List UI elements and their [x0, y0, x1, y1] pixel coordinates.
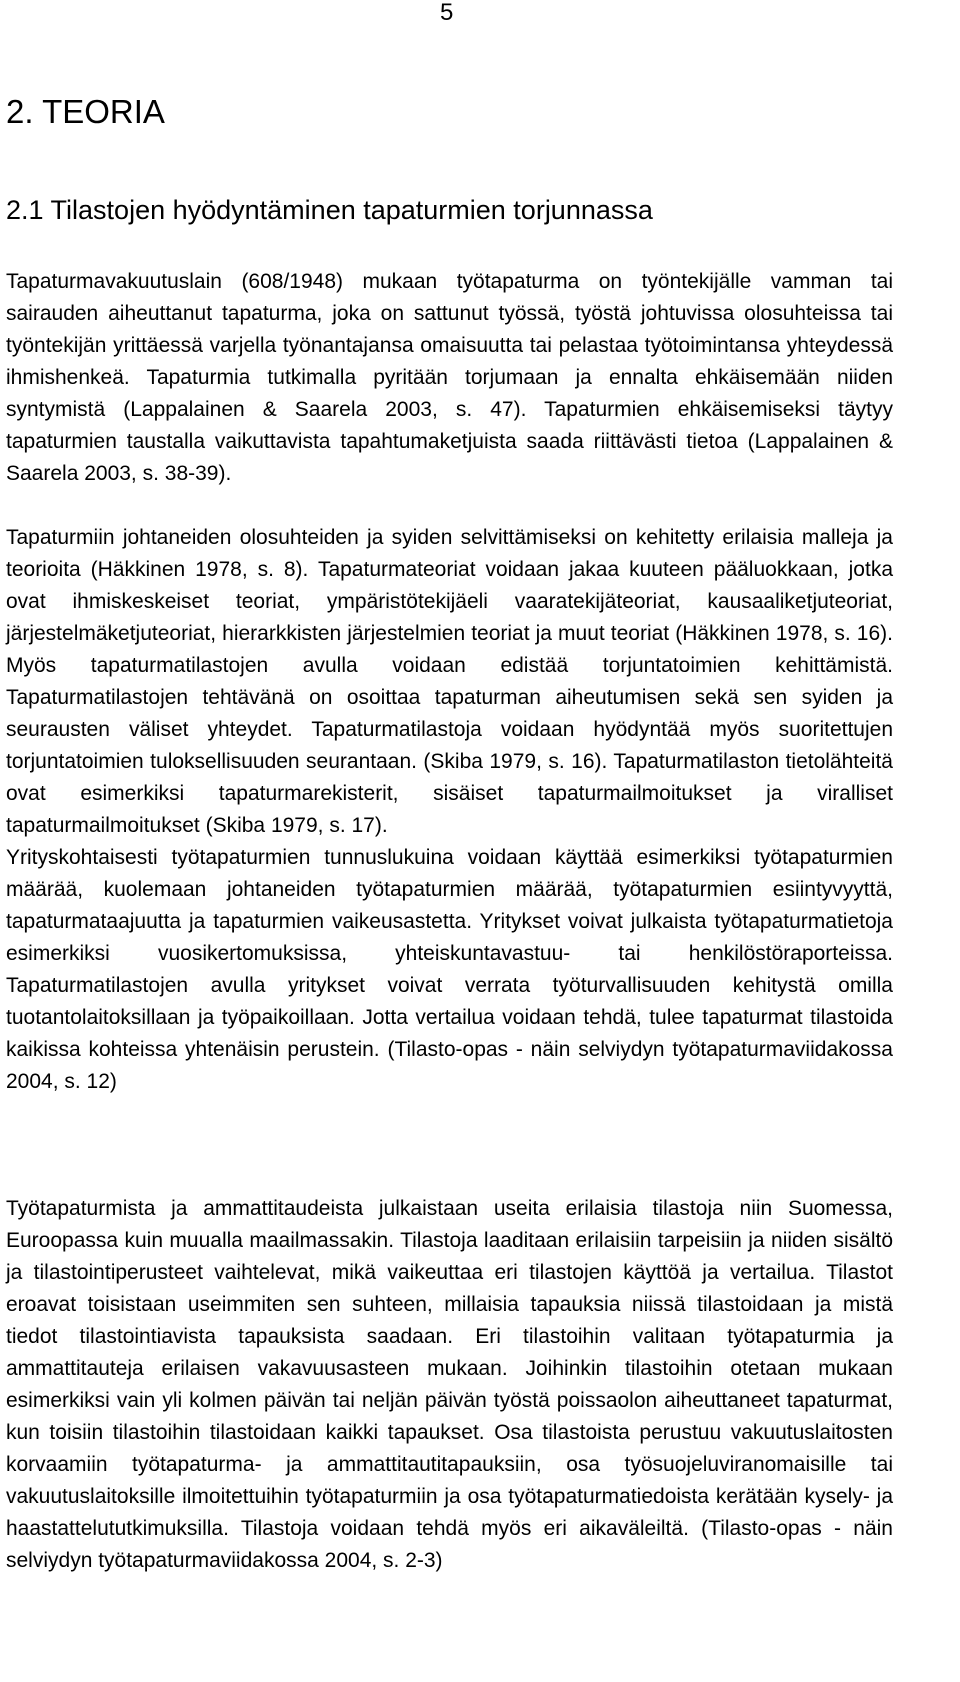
paragraph-accident-definition: Tapaturmavakuutuslain (608/1948) mukaan työtapaturma on työntekijälle vamman tai sairauden aiheuttanut tapaturma, joka on sattunut työssä, työstä johtuvissa olosuhteissa tai työntekijän yrittäessä varjella työnantajansa omaisuutta tai pelastaa työtoimintansa yhteydessä ihmishenkeä. Tapaturmia tutkimalla pyritään torjumaan ja ennalta ehkäisemään niiden syntymistä (Lappalainen & Saarela 2003, s. 47). Tapaturmien ehkäisemiseksi täytyy tapaturmien taustalla vaikuttavista tapahtumaketjuista saada riittävästi tietoa (Lappalainen & Saarela 2003, s. 38-39).	[6, 270, 893, 485]
paragraph-statistics-overview: Työtapaturmista ja ammattitaudeista julkaistaan useita erilaisia tilastoja niin Suomessa, Euroopassa kuin muualla maailmassakin. Tilastoja laaditaan erilaisiin tarpeisiin ja niiden sisältö ja tilastointiperusteet vaihtelevat, mikä vaikeuttaa eri tilastojen käyttöä ja vertailua. Tilastot eroavat toisistaan useimmiten sen suhteen, millaisia tapauksia niissä tilastoidaan ja mistä tiedot tilastointiavista tapauksista saadaan. Eri tilastoihin valitaan työtapaturmia ja ammattitauteja erilaisen vakavuusasteen mukaan. Joihinkin tilastoihin otetaan mukaan esimerkiksi vain yli kolmen päivän tai neljän päivän työstä poissaolon aiheuttaneet tapaturmat, kun toisiin tilastoihin tilastoidaan kaikki tapaukset. Osa tilastoista perustuu vakuutuslaitosten korvaamiin työtapaturma- ja ammattitautitapauksiin, osa työsuojeluviranomaisille tai vakuutuslaitoksille ilmoitettuihin työtapaturmiin ja osa työtapaturmatiedoista kerätään kysely- ja haastattelututkimuksilla. Tilastoja voidaan tehdä myös eri aikaväleiltä. (Tilasto-opas - näin selviydyn työtapaturmaviidakossa 2004, s. 2-3)	[6, 1197, 893, 1572]
paragraph-company-indicators: Yrityskohtaisesti työtapaturmien tunnuslukuina voidaan käyttää esimerkiksi työtapaturmien määrää, kuolemaan johtaneiden työtapaturmien määrää, työtapaturmien esiintyvyyttä, tapaturmataajuutta ja tapaturmien vaikeusastetta. Yritykset voivat julkaista työtapaturmatietoja esimerkiksi vuosikertomuksissa, yhteiskuntavastuu- tai henkilöstöraporteissa. Tapaturmatilastojen avulla yritykset voivat verrata työturvallisuuden kehitystä omilla tuotantolaitoksillaan ja työpaikoillaan. Jotta vertailua voidaan tehdä, tulee tapaturmat tilastoida kaikissa kohteissa yhtenäisin perustein. (Tilasto-opas - näin selviydyn työtapaturmaviidakossa 2004, s. 12)	[6, 846, 893, 1093]
paragraph-accident-theories: Tapaturmiin johtaneiden olosuhteiden ja syiden selvittämiseksi on kehitetty erilaisia malleja ja teorioita (Häkkinen 1978, s. 8). Tapaturmateoriat voidaan jakaa kuuteen pääluokkaan, jotka ovat ihmiskeskeiset teoriat, ympäristötekijäeli vaaratekijäteoriat, kausaaliketjuteoriat, järjestelmäketjuteoriat, hierarkkisten järjestelmien teoriat ja muut teoriat (Häkkinen 1978, s. 16). Myös tapaturmatilastojen avulla voidaan edistää torjuntatoimien kehittämistä. Tapaturmatilastojen tehtävänä on osoittaa tapaturman aiheutumisen sekä sen syiden ja seurausten väliset yhteydet. Tapaturmatilastoja voidaan hyödyntää myös suoritettujen torjuntatoimien tuloksellisuuden seurantaan. (Skiba 1979, s. 16). Tapaturmatilaston tietolähteitä ovat esimerkiksi tapaturmarekisterit, sisäiset tapaturmailmoitukset ja viralliset tapaturmailmoitukset (Skiba 1979, s. 17).	[6, 526, 893, 837]
section-title: 2.1 Tilastojen hyödyntäminen tapaturmien torjunnassa	[6, 195, 653, 225]
page-number: 5	[440, 0, 454, 26]
chapter-title: 2. TEORIA	[6, 93, 165, 130]
